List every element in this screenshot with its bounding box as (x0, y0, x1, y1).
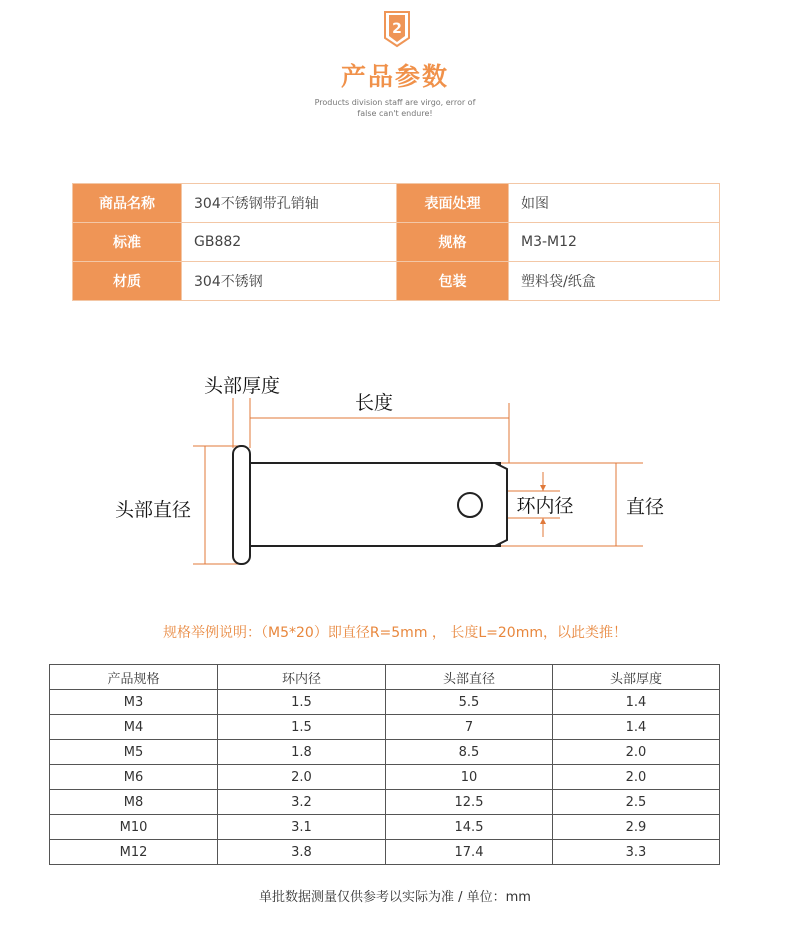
table-cell: 1.5 (218, 690, 386, 715)
param-key: 商品名称 (73, 184, 182, 223)
table-cell: 2.0 (553, 765, 720, 790)
table-cell: M12 (50, 840, 218, 865)
table-row (50, 690, 720, 715)
param-value: 如图 (509, 184, 720, 223)
table-cell: 3.8 (218, 840, 386, 865)
label-length: 长度 (354, 392, 394, 414)
table-cell: M3 (50, 690, 218, 715)
param-value: 塑料袋/纸盒 (509, 262, 720, 301)
param-key: 表面处理 (397, 184, 509, 223)
table-cell: 14.5 (386, 815, 553, 840)
table-cell: 1.4 (553, 690, 720, 715)
table-cell: 3.2 (218, 790, 386, 815)
table-cell: M10 (50, 815, 218, 840)
table-cell: 2.0 (218, 765, 386, 790)
page-subtitle (0, 97, 790, 119)
table-row (50, 765, 720, 790)
table-cell: M4 (50, 715, 218, 740)
params-row (73, 184, 720, 223)
column-header: 产品规格 (50, 665, 218, 690)
table-cell: 1.4 (553, 715, 720, 740)
param-key: 材质 (73, 262, 182, 301)
subtitle-line-2: false can't endure! (357, 109, 433, 118)
badge-icon (383, 10, 411, 48)
table-cell: 8.5 (386, 740, 553, 765)
param-key: 规格 (397, 223, 509, 262)
params-table (72, 183, 720, 301)
param-value: GB882 (182, 223, 397, 262)
arrow-up-icon (540, 518, 546, 524)
pin-head (233, 446, 250, 564)
table-row (50, 840, 720, 865)
table-cell: 3.3 (553, 840, 720, 865)
param-value: M3-M12 (509, 223, 720, 262)
measurement-footnote: 单批数据测量仅供参考以实际为准 / 单位：mm (259, 890, 531, 905)
table-cell: M8 (50, 790, 218, 815)
param-value: 304不锈钢 (182, 262, 397, 301)
column-header: 头部厚度 (553, 665, 720, 690)
table-row (50, 740, 720, 765)
pin-hole (458, 493, 482, 517)
table-row (50, 790, 720, 815)
pin-diagram (0, 360, 790, 590)
table-cell: 1.5 (218, 715, 386, 740)
table-cell: 7 (386, 715, 553, 740)
param-value: 304不锈钢带孔销轴 (182, 184, 397, 223)
param-key: 标准 (73, 223, 182, 262)
label-head-thickness: 头部厚度 (203, 375, 281, 397)
table-cell: 10 (386, 765, 553, 790)
column-header: 环内径 (218, 665, 386, 690)
subtitle-line-1: Products division staff are virgo, error of (314, 98, 476, 107)
table-cell: 2.9 (553, 815, 720, 840)
label-diameter: 直径 (625, 496, 665, 518)
table-row (50, 815, 720, 840)
spec-example-note: 规格举例说明：（M5*20）即直径R=5mm ， 长度L=20mm，以此类推！ (163, 625, 627, 641)
table-cell: 3.1 (218, 815, 386, 840)
params-row (73, 223, 720, 262)
table-row (50, 715, 720, 740)
table-cell: 1.8 (218, 740, 386, 765)
pin-chamfer (495, 463, 507, 546)
param-key: 包装 (397, 262, 509, 301)
label-ring-inner-diameter: 环内径 (516, 495, 574, 517)
table-cell: M5 (50, 740, 218, 765)
arrow-down-icon (540, 485, 546, 491)
page-title: 产品参数 (340, 62, 449, 91)
table-cell: 17.4 (386, 840, 553, 865)
specs-table (49, 664, 720, 865)
badge-number: 2 (392, 21, 402, 37)
column-header: 头部直径 (386, 665, 553, 690)
table-cell: 5.5 (386, 690, 553, 715)
label-head-diameter: 头部直径 (114, 499, 192, 521)
table-cell: M6 (50, 765, 218, 790)
table-cell: 2.0 (553, 740, 720, 765)
table-cell: 12.5 (386, 790, 553, 815)
params-row (73, 262, 720, 301)
table-cell: 2.5 (553, 790, 720, 815)
table-header-row (50, 665, 720, 690)
